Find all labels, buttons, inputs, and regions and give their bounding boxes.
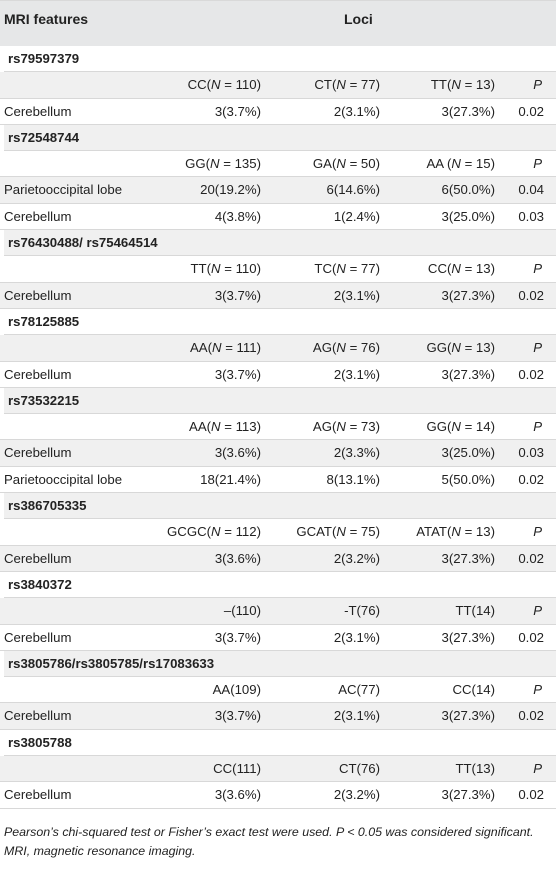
locus-row [4,730,556,756]
p-value: 0.02 [518,366,544,382]
value-1: 3(3.7%) [214,708,261,724]
genotype-2: AG(N = 76) [312,340,380,356]
genotype-1: GG(N = 135) [185,156,261,172]
locus-label: rs76430488/ rs75464514 [8,235,158,251]
p-value: 0.02 [518,550,544,566]
genotype-1: –(110) [223,603,261,619]
p-value: 0.02 [518,708,544,724]
mri-feature: Parietooccipital lobe [4,182,123,198]
genotype-2: CT(76) [338,761,380,777]
locus-label: rs79597379 [8,51,80,66]
table-row [0,99,556,125]
header-mri-features: MRI features [4,11,89,27]
p-value: 0.02 [518,103,544,119]
locus-label: rs3840372 [8,576,72,592]
mri-feature: Cerebellum [4,103,72,119]
p-header: P [533,419,542,435]
value-3: 3(27.3%) [441,550,495,566]
footnote-abbreviation: MRI, magnetic resonance imaging. [4,843,196,858]
table-row [0,177,556,203]
table-footnotes [4,823,552,860]
genotype-row [0,756,556,782]
genotype-row [0,72,556,98]
p-header: P [533,524,542,540]
value-3: 6(50.0%) [441,182,495,198]
genotype-1: TT(N = 110) [190,261,261,277]
value-3: 3(27.3%) [441,103,495,119]
locus-row [4,309,556,335]
genotype-3: TT(13) [455,761,495,777]
genotype-2: GCAT(N = 75) [296,524,380,540]
genotype-1: AA(109) [212,682,261,698]
table-body [0,46,556,809]
locus-label: rs72548744 [8,129,80,145]
genotype-1: GCGC(N = 112) [167,524,261,540]
p-header: P [533,261,542,277]
p-header: P [533,77,542,93]
value-1: 3(3.6%) [214,550,261,566]
p-value: 0.02 [518,471,544,487]
locus-label: rs3805788 [8,734,72,750]
value-1: 3(3.7%) [214,366,261,382]
value-2: 2(3.2%) [333,787,380,803]
genotype-3: AA (N = 15) [426,156,495,172]
header-loci: Loci [344,11,373,27]
genotype-3: TT(14) [455,603,495,619]
value-1: 3(3.6%) [214,445,261,461]
genotype-2: -T(76) [344,603,380,619]
genotype-2: TC(N = 77) [314,261,380,277]
mri-feature: Cerebellum [4,550,72,566]
p-header: P [533,340,542,356]
p-value: 0.04 [518,182,544,198]
p-header: P [533,603,542,619]
mri-feature: Cerebellum [4,287,72,303]
table-row [0,703,556,729]
value-1: 3(3.7%) [214,629,261,645]
value-2: 2(3.3%) [333,445,380,461]
locus-label: rs386705335 [8,498,87,514]
value-2: 6(14.6%) [326,182,380,198]
p-header: P [533,761,542,777]
genotype-row [0,677,556,703]
table-row [0,440,556,466]
genotype-3: CC(N = 13) [427,261,495,277]
p-value: 0.03 [518,445,544,461]
value-1: 20(19.2%) [200,182,261,198]
table-row [0,782,556,808]
genotype-2: AG(N = 73) [312,419,380,435]
genotype-2: AC(77) [338,682,380,698]
value-2: 2(3.1%) [333,629,380,645]
genotype-row [0,335,556,361]
p-header: P [533,682,542,698]
value-2: 2(3.1%) [333,103,380,119]
locus-row [4,46,556,72]
genotype-row [0,256,556,282]
table-row [0,362,556,388]
value-3: 3(25.0%) [441,445,495,461]
footnote-statistics: Pearson’s chi-squared test or Fisher’s exact test were used. P < 0.05 was considered significant. [4,825,534,839]
genotype-3: GG(N = 13) [426,340,495,356]
genotype-3: ATAT(N = 13) [416,524,495,540]
genotype-row [0,519,556,545]
table-row [0,204,556,230]
value-2: 1(2.4%) [333,208,380,224]
mri-feature: Cerebellum [4,708,72,724]
value-2: 2(3.2%) [333,550,380,566]
table-row [0,283,556,309]
value-2: 2(3.1%) [333,366,380,382]
value-1: 3(3.6%) [214,787,261,803]
locus-row [4,388,556,414]
value-1: 3(3.7%) [214,103,261,119]
genotype-3: CC(14) [452,682,495,698]
locus-row [4,493,556,519]
genotype-1: AA(N = 111) [190,340,261,356]
table-row [0,625,556,651]
table-header [0,0,556,46]
value-3: 3(27.3%) [441,629,495,645]
locus-row [4,125,556,151]
mri-feature: Cerebellum [4,208,72,224]
genotype-row [0,414,556,440]
genotype-2: GA(N = 50) [312,156,380,172]
value-3: 3(27.3%) [441,708,495,724]
p-value: 0.02 [518,787,544,803]
mri-feature: Cerebellum [4,787,72,803]
mri-feature: Parietooccipital lobe [4,471,123,487]
value-3: 3(27.3%) [441,287,495,303]
genotype-1: CC(111) [213,761,261,777]
genotype-1: CC(N = 110) [187,77,261,93]
genotype-1: AA(N = 113) [189,419,261,435]
genotype-row [0,151,556,177]
value-3: 5(50.0%) [441,471,495,487]
mri-feature: Cerebellum [4,629,72,645]
genotype-3: GG(N = 14) [426,419,495,435]
value-2: 2(3.1%) [333,708,380,724]
value-3: 3(27.3%) [441,366,495,382]
mri-feature: Cerebellum [4,366,72,382]
p-value: 0.02 [518,287,544,303]
table-row [0,467,556,493]
genotype-row [0,598,556,624]
value-1: 18(21.4%) [200,471,261,487]
value-2: 2(3.1%) [333,287,380,303]
locus-label: rs78125885 [8,313,80,329]
value-1: 3(3.7%) [214,287,261,303]
value-2: 8(13.1%) [326,471,380,487]
value-3: 3(25.0%) [441,208,495,224]
p-value: 0.03 [518,208,544,224]
p-header: P [533,156,542,172]
value-1: 4(3.8%) [214,208,261,224]
value-3: 3(27.3%) [441,787,495,803]
p-value: 0.02 [518,629,544,645]
genotype-2: CT(N = 77) [314,77,380,93]
locus-label: rs73532215 [8,392,80,408]
locus-row [4,230,556,256]
locus-row [4,651,556,677]
locus-row [4,572,556,598]
mri-feature: Cerebellum [4,445,72,461]
genotype-3: TT(N = 13) [430,77,495,93]
table-row [0,546,556,572]
locus-label: rs3805786/rs3805785/rs17083633 [8,655,215,671]
